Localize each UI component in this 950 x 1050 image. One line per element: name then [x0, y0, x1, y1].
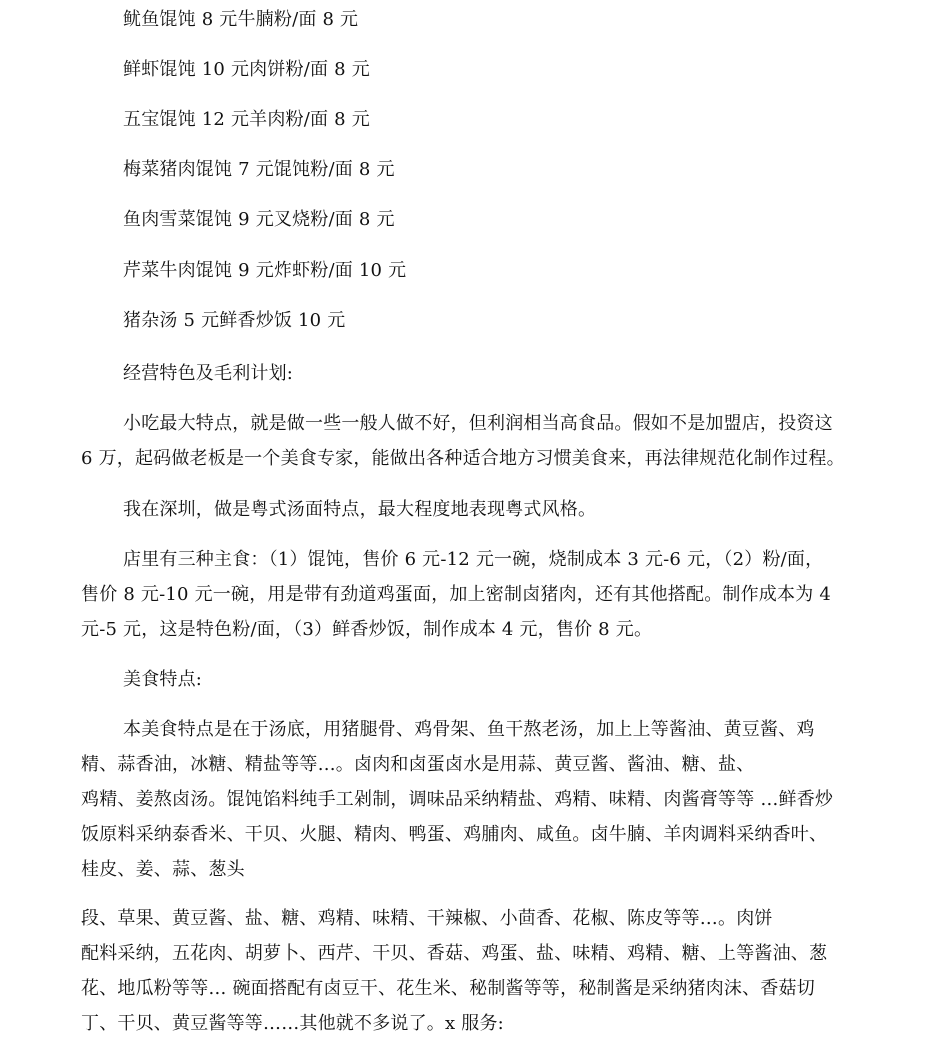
menu-item: 五宝馄饨 12 元羊肉粉/面 8 元 — [123, 109, 370, 130]
menu-item: 鱼肉雪菜馄饨 9 元叉烧粉/面 8 元 — [123, 209, 395, 230]
paragraph-line: 花、地瓜粉等等… 碗面搭配有卤豆干、花生米、秘制酱等等，秘制酱是采纳猪肉沫、香菇切 — [81, 978, 815, 999]
paragraph-line: 本美食特点是在于汤底，用猪腿骨、鸡骨架、鱼干熬老汤，加上上等酱油、黄豆酱、鸡 — [123, 719, 815, 740]
paragraph-line: 配料采纳，五花肉、胡萝卜、西芹、干贝、香菇、鸡蛋、盐、味精、鸡精、糖、上等酱油、葱 — [81, 943, 828, 964]
paragraph-line: 元-5 元，这是特色粉/面，（3）鲜香炒饭，制作成本 4 元，售价 8 元。 — [81, 619, 653, 640]
menu-item: 猪杂汤 5 元鲜香炒饭 10 元 — [123, 310, 346, 331]
section-heading: 美食特点: — [123, 669, 203, 690]
menu-item: 鱿鱼馄饨 8 元牛腩粉/面 8 元 — [123, 9, 359, 30]
paragraph-line: 精、蒜香油，冰糖、精盐等等…。卤肉和卤蛋卤水是用蒜、黄豆酱、酱油、糖、盐、 — [81, 754, 755, 775]
paragraph-line: 店里有三种主食：（1）馄饨，售价 6 元-12 元一碗，烧制成本 3 元-6 元，（2）粉/面， — [123, 549, 824, 570]
paragraph-line: 丁、干贝、黄豆酱等等……其他就不多说了。x 服务: — [81, 1013, 504, 1034]
paragraph-line: 6 万，起码做老板是一个美食专家，能做出各种适合地方习惯美食来，再法律规范化制作过程。 — [81, 448, 845, 469]
paragraph-line: 桂皮、姜、蒜、葱头 — [81, 859, 245, 880]
paragraph-line: 鸡精、姜熬卤汤。馄饨馅料纯手工剁制，调味品采纳精盐、鸡精、味精、肉酱膏等等 …鲜香炒 — [81, 789, 834, 810]
paragraph-line: 售价 8 元-10 元一碗，用是带有劲道鸡蛋面，加上密制卤猪肉，还有其他搭配。制作成本为 4 — [81, 584, 831, 605]
menu-item: 梅菜猪肉馄饨 7 元馄饨粉/面 8 元 — [123, 159, 395, 180]
section-heading: 经营特色及毛利计划: — [123, 363, 294, 384]
paragraph-line: 小吃最大特点，就是做一些一般人做不好，但利润相当高食品。假如不是加盟店，投资这 — [123, 413, 833, 434]
paragraph-line: 饭原料采纳泰香米、干贝、火腿、精肉、鸭蛋、鸡脯肉、咸鱼。卤牛腩、羊肉调料采纳香叶、 — [81, 824, 828, 845]
paragraph-line: 段、草果、黄豆酱、盐、糖、鸡精、味精、干辣椒、小茴香、花椒、陈皮等等…。肉饼 — [81, 908, 773, 929]
paragraph-line: 我在深圳，做是粤式汤面特点，最大程度地表现粤式风格。 — [123, 499, 597, 520]
menu-item: 芹菜牛肉馄饨 9 元炸虾粉/面 10 元 — [123, 260, 407, 281]
menu-item: 鲜虾馄饨 10 元肉饼粉/面 8 元 — [123, 59, 370, 80]
